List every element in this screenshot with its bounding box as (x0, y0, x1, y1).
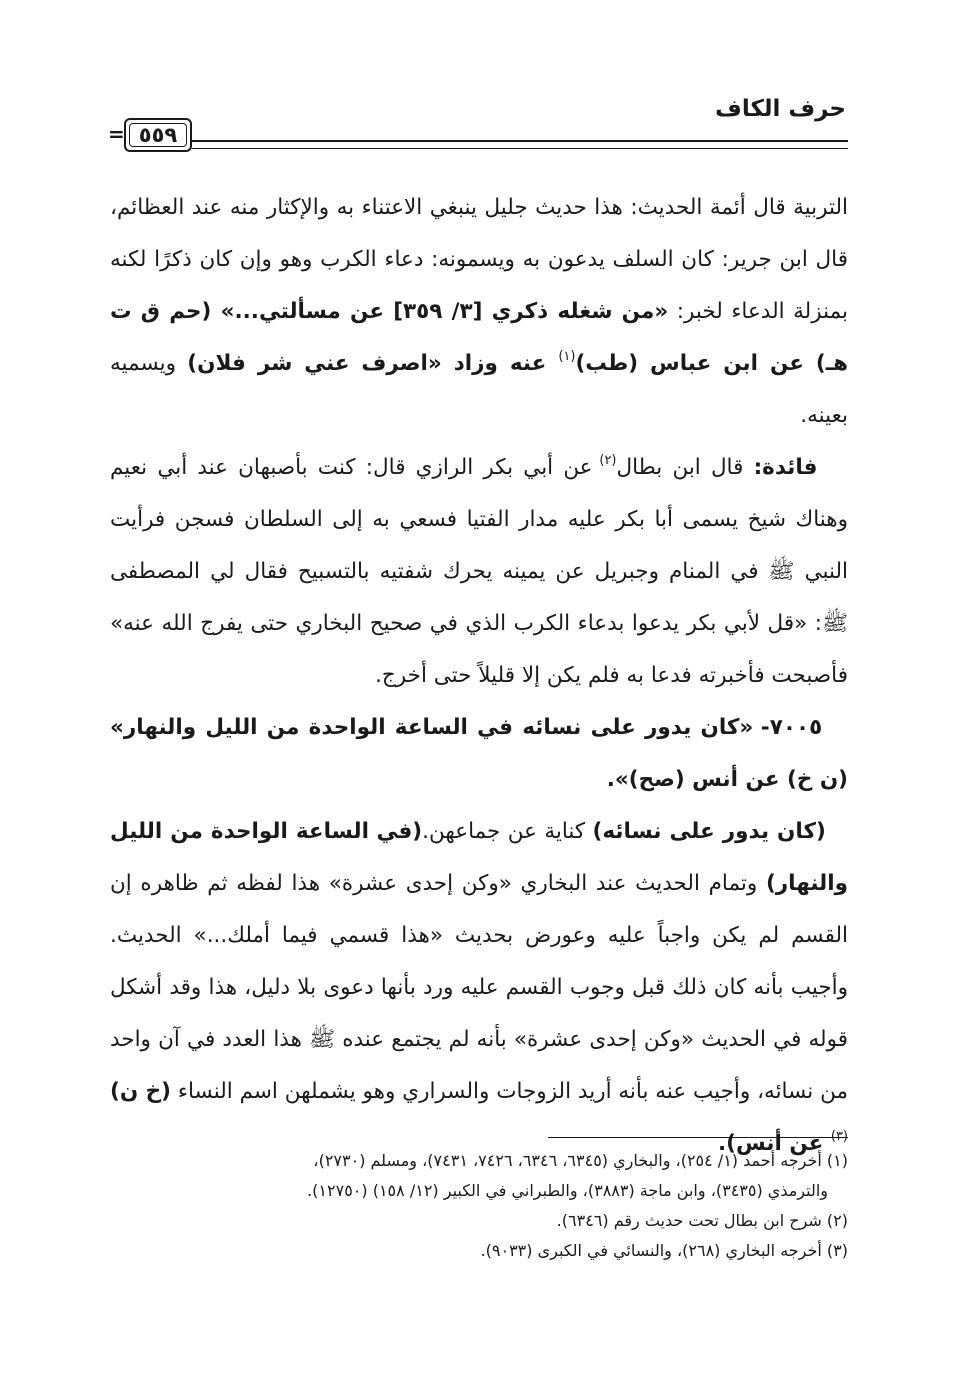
paragraph-hadith-7005: ٧٠٠٥- «كان يدور على نسائه في الساعة الواحدة من الليل والنهار» (ن خ) عن أنس (صح)». (110, 715, 848, 792)
footnotes (110, 1146, 848, 1266)
footnote-ref-3: (٣) (830, 1129, 848, 1144)
footnote-rule (548, 1137, 848, 1138)
footnote-2: (٢) شرح ابن بطال تحت حديث رقم (٦٣٤٦). (556, 1211, 848, 1230)
paragraph-1: التربية قال أئمة الحديث: هذا حديث جليل ينبغي الاعتناء به والإكثار منه عند العظائم، قال ابن جرير: كان السلف يدعون به ويسمونه: دعاء الكرب وهو وإن كان ذكرًا لكنه بمنزلة الدعاء لخبر: «من شغله ذكري [٣/ ٣٥٩] عن مسألتي...» (حم ق ت هـ) عن ابن عباس (طب)$^{(١)}$ عنه وزاد «اصرف عني شر فلان) ويسميه بعينه. (110, 195, 849, 428)
paragraph-4: (كان يدور على نسائه) كناية عن جماعهن.(في الساعة الواحدة من الليل والنهار) وتمام الحديث عند البخاري «وكن إحدى عشرة» هذا لفظه ثم ظاهره إن القسم لم يكن واجباً عليه وعورض بحديث «هذا قسمي فيما أملك...» الحديث. وأجيب بأنه كان ذلك قبل وجوب القسم عليه ورد بأنها دعوى بلا دليل، هذا وقد أشكل قوله في الحديث «وكن إحدى عشرة» بأنه لم يجتمع عنده ﷺ هذا العدد في آن واحد من نسائه، وأجيب عنه بأنه أريد الزوجات والسراري وهو يشملهن اسم النساء (خ ن)$^{(٣)}$ عن أنس). (110, 819, 848, 1156)
running-head-title: حرف الكاف (715, 96, 846, 122)
header-mark: = (108, 122, 125, 146)
footnote-1-line-2: والترمذي (٣٤٣٥)، وابن ماجة (٣٨٨٣)، والطبراني في الكبير (١٢/ ١٥٨) (١٢٧٥٠). (307, 1181, 828, 1200)
footnote-1-line-1: (١) أخرجه أحمد (١/ ٢٥٤)، والبخاري (٦٣٤٥، ٦٣٤٦، ٧٤٢٦، ٧٤٣١)، ومسلم (٢٧٣٠)، (313, 1151, 848, 1170)
footnote-ref-1: (١) (558, 349, 576, 364)
header-rule (192, 140, 848, 149)
paragraph-2: فائدة: قال ابن بطال$^{(٢)}$ عن أبي بكر الرازي قال: كنت بأصبهان عند أبي نعيم وهناك شيخ يسمى أبا بكر عليه مدار الفتيا فسعي به إلى السلطان فسجن فرأيت النبي ﷺ في المنام وجبريل عن يمينه يحرك شفتيه بالتسبيح فقال لي المصطفى ﷺ: «قل لأبي بكر يدعوا بدعاء الكرب الذي في صحيح البخاري حتى يفرج الله عنه» فأصبحت فأخبرته فدعا به فلم يكن إلا قليلاً حتى أخرج. (110, 453, 848, 688)
page-number: ٥٥٩ (124, 118, 192, 152)
footnote-ref-2: (٢) (599, 453, 617, 468)
footnote-3: (٣) أخرجه البخاري (٢٦٨)، والنسائي في الكبرى (٩٠٣٣). (480, 1241, 848, 1260)
main-text (110, 182, 848, 1170)
